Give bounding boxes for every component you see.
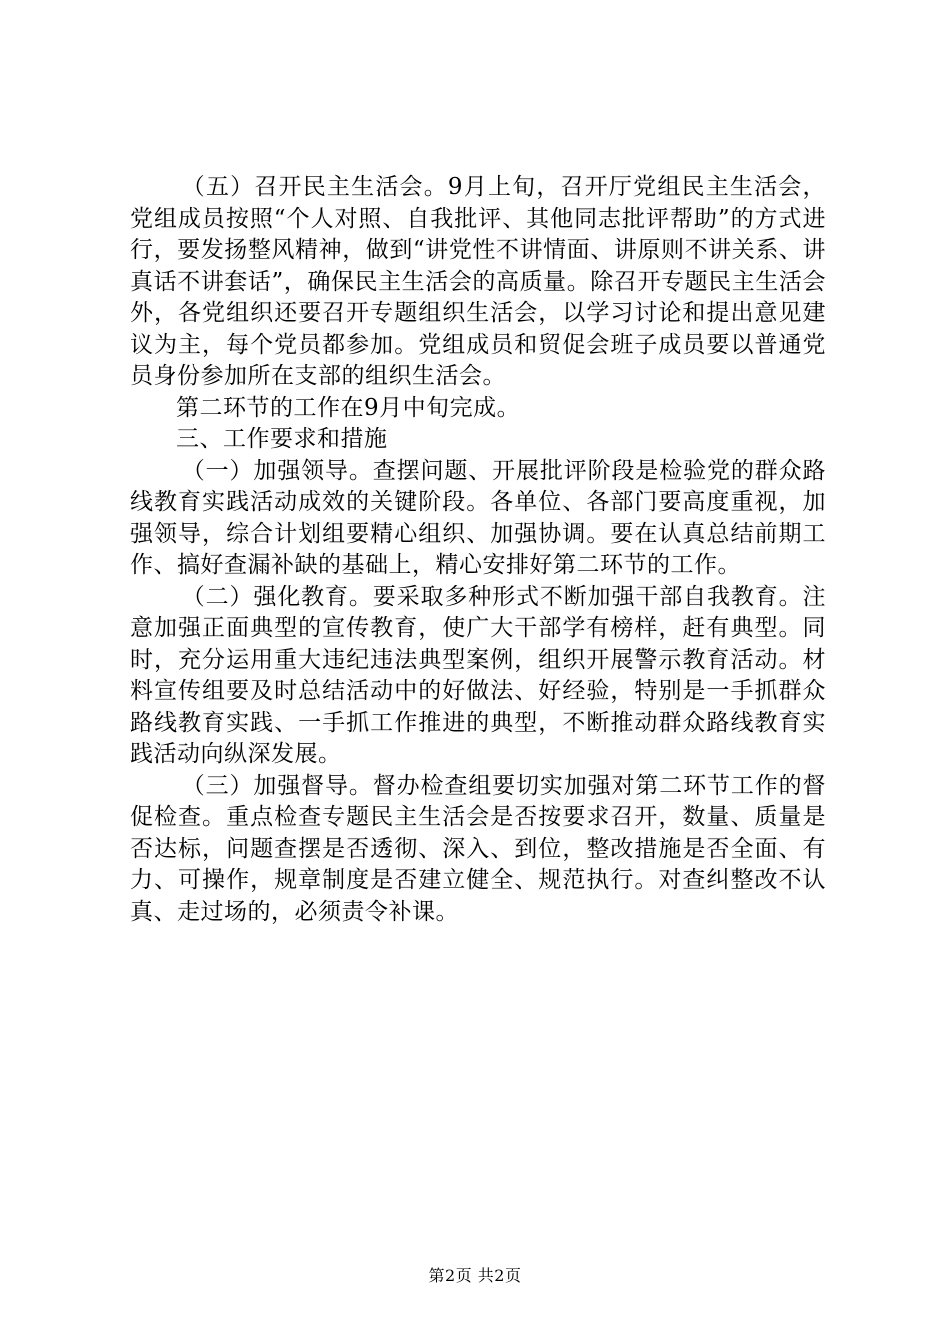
paragraph-strengthen-supervision: （三）加强督导。督办检查组要切实加强对第二环节工作的督促检查。重点检查专题民主生活会是否按要求召开，数量、质量是否达标，问题查摆是否透彻、深入、到位，整改措施是否全面、有力、可操作，规章制度是否建立健全、规范执行。对查纠整改不认真、走过场的，必须责令补课。 xyxy=(130,772,826,925)
document-body xyxy=(130,172,826,928)
page-number-footer: 第2页 共2页 xyxy=(428,1266,522,1285)
paragraph-strengthen-education: （二）强化教育。要采取多种形式不断加强干部自我教育。注意加强正面典型的宣传教育，使广大干部学有榜样，赶有典型。同时，充分运用重大违纪违法典型案例，组织开展警示教育活动。材料宣传组要及时总结活动中的好做法、好经验，特别是一手抓群众路线教育实践、一手抓工作推进的典型，不断推动群众路线教育实践活动向纵深发展。 xyxy=(130,583,826,767)
paragraph-democratic-life-meeting: （五）召开民主生活会。9月上旬，召开厅党组民主生活会，党组成员按照“个人对照、自我批评、其他同志批评帮助”的方式进行，要发扬整风精神，做到“讲党性不讲情面、讲原则不讲关系、讲真话不讲套话”，确保民主生活会的高质量。除召开专题民主生活会外，各党组织还要召开专题组织生活会，以学习讨论和提出意见建议为主，每个党员都参加。党组成员和贸促会班子成员要以普通党员身份参加所在支部的组织生活会。 xyxy=(130,174,826,389)
paragraph-second-stage-deadline: 第二环节的工作在9月中旬完成。 xyxy=(176,394,521,421)
paragraph-strengthen-leadership: （一）加强领导。查摆问题、开展批评阶段是检验党的群众路线教育实践活动成效的关键阶段。各单位、各部门要高度重视，加强领导，综合计划组要精心组织、加强协调。要在认真总结前期工作、搞好查漏补缺的基础上，精心安排好第二环节的工作。 xyxy=(130,457,826,578)
section-heading-requirements: 三、工作要求和措施 xyxy=(176,426,388,452)
